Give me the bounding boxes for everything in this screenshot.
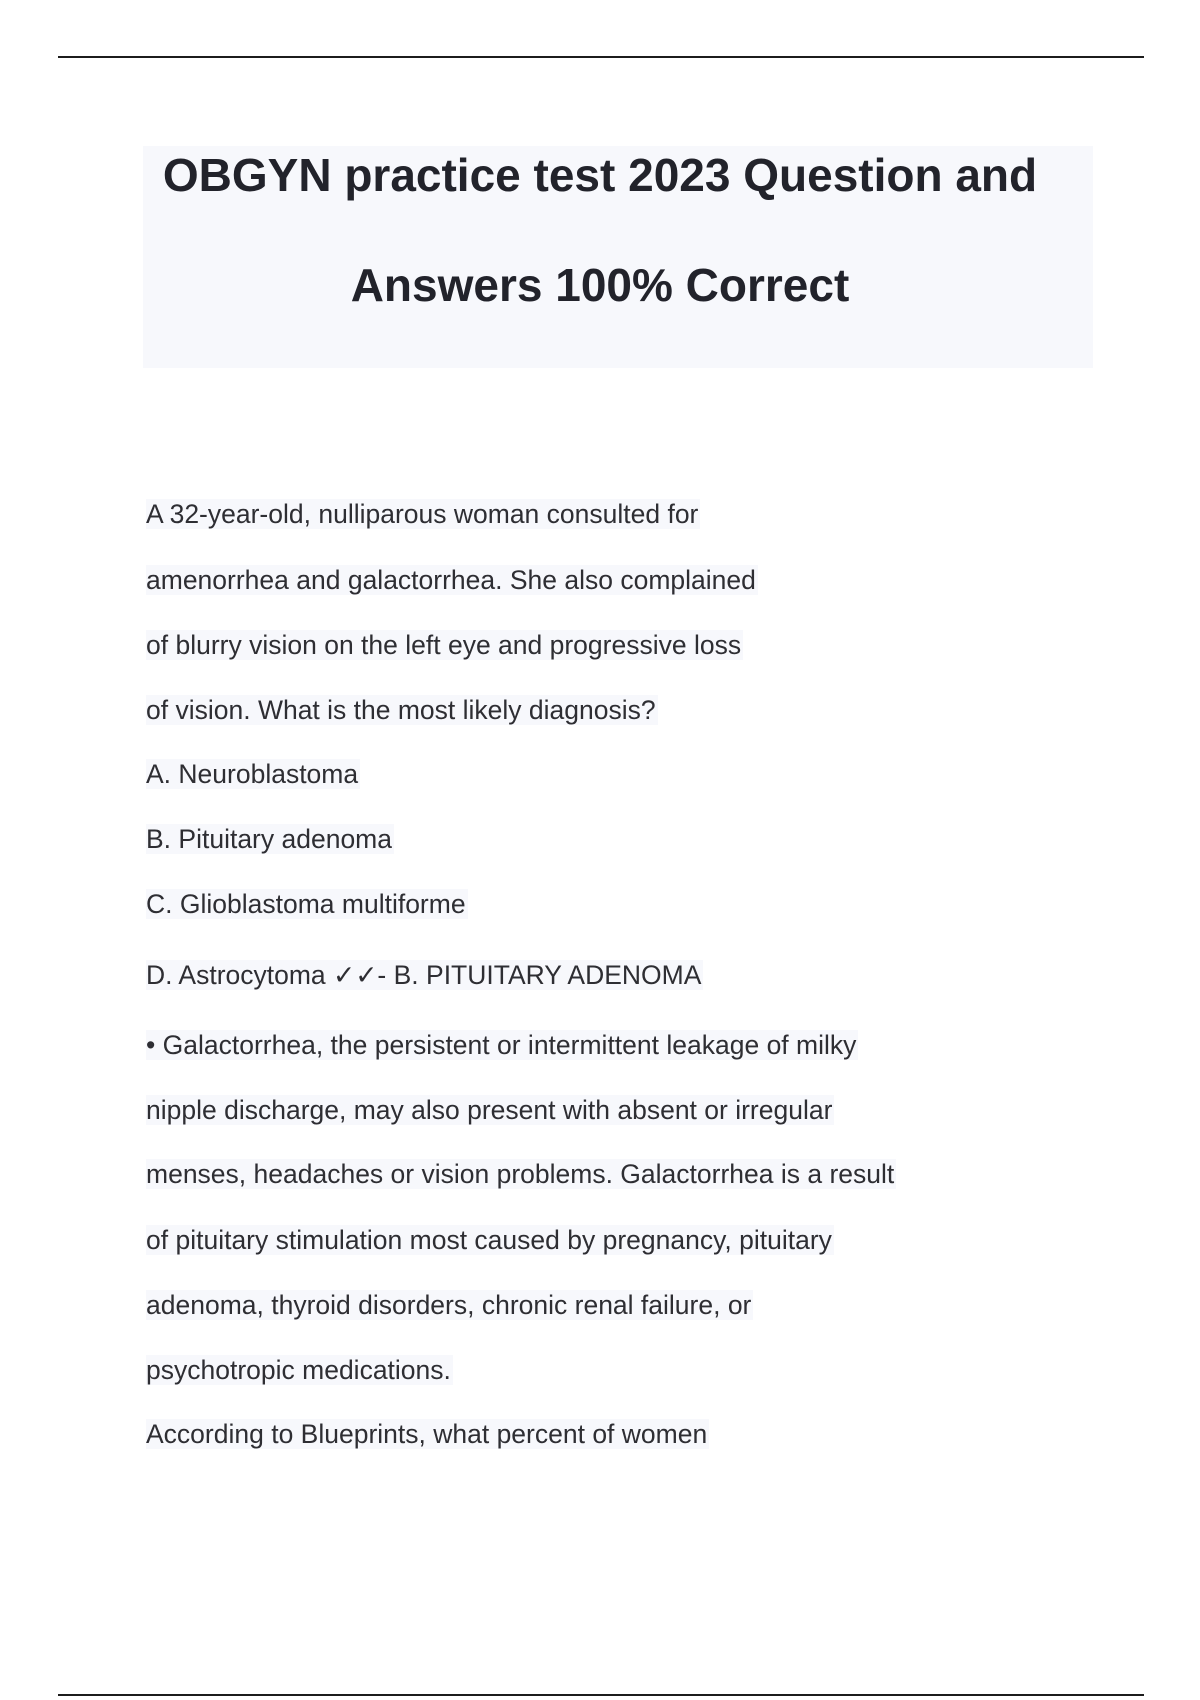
option-d-text: D. Astrocytoma ✓✓- B. PITUITARY ADENOMA [146, 960, 702, 990]
explanation-line [146, 1156, 896, 1192]
question-1-stem-text: amenorrhea and galactorrhea. She also complained [146, 565, 756, 595]
question-1-stem-line [146, 692, 658, 728]
question-1-stem-text: of blurry vision on the left eye and progressive loss [146, 630, 742, 660]
option-a-text: A. Neuroblastoma [146, 759, 359, 789]
option-d-with-answer [146, 957, 703, 993]
option-c-text: C. Glioblastoma multiforme [146, 889, 466, 919]
option-b-text: B. Pituitary adenoma [146, 824, 392, 854]
explanation-text: • Galactorrhea, the persistent or intermittent leakage of milky [146, 1030, 857, 1060]
bottom-rule [58, 1694, 1144, 1696]
option-b [146, 821, 394, 857]
explanation-line [146, 1222, 834, 1258]
question-2-stem-line [146, 1416, 709, 1452]
question-1-stem-line [146, 496, 700, 532]
explanation-line [146, 1092, 834, 1128]
question-1-stem-text: of vision. What is the most likely diagnosis? [146, 695, 656, 725]
question-1-stem-line [146, 627, 743, 663]
document-title-line-1: OBGYN practice test 2023 Question and [162, 149, 1038, 201]
question-1-stem-text: A 32-year-old, nulliparous woman consulted for [146, 499, 699, 529]
explanation-text: adenoma, thyroid disorders, chronic renal failure, or [146, 1290, 752, 1320]
explanation-line [146, 1287, 753, 1323]
top-rule [58, 56, 1144, 58]
option-a [146, 756, 360, 792]
explanation-text: of pituitary stimulation most caused by pregnancy, pituitary [146, 1225, 832, 1255]
explanation-line [146, 1352, 453, 1388]
option-c [146, 886, 468, 922]
question-2-stem-text: According to Blueprints, what percent of women [146, 1419, 708, 1449]
explanation-text: menses, headaches or vision problems. Galactorrhea is a result [146, 1159, 895, 1189]
document-title-line-2: Answers 100% Correct [350, 259, 850, 311]
explanation-text: nipple discharge, may also present with absent or irregular [146, 1095, 833, 1125]
explanation-text: psychotropic medications. [146, 1355, 451, 1385]
question-1-stem-line [146, 562, 758, 598]
explanation-line [146, 1027, 858, 1063]
